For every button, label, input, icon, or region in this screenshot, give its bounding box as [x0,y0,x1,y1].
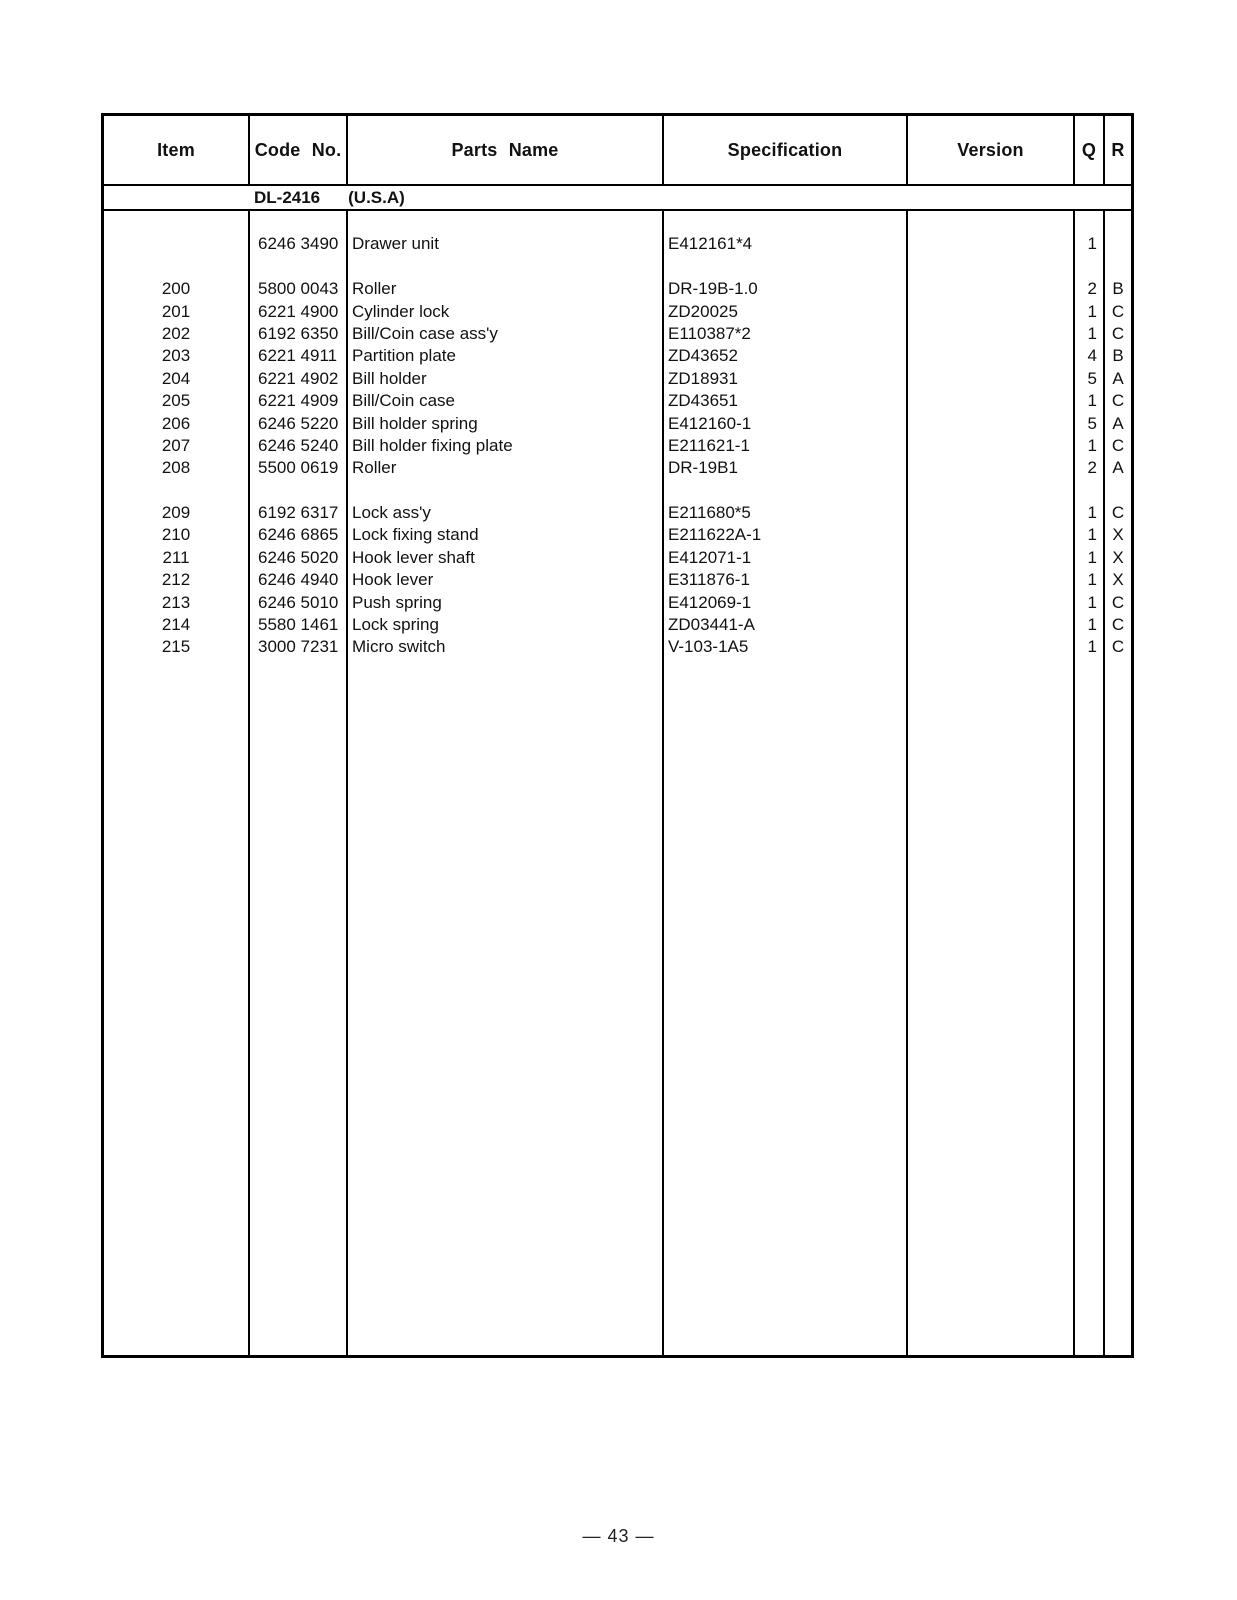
cell-rank: X [1112,547,1124,567]
cell-rank [1105,233,1131,255]
cell-version [908,390,1075,412]
cell-item: 204 [104,368,250,390]
cell-quantity [1075,211,1105,233]
cell-version [908,256,1075,278]
cell-specification: ZD20025 [664,301,908,323]
cell-item: 213 [104,592,250,614]
cell-version [908,592,1075,614]
column-header-quantity: Q [1075,116,1105,184]
page-number: — 43 — [582,1526,655,1546]
cell-rank: A [1112,368,1124,388]
cell-version [908,413,1075,435]
cell-quantity: 1 [1075,390,1105,412]
table-row [104,390,1131,412]
cell-version [908,524,1075,546]
cell-specification: E412160-1 [664,413,908,435]
cell-rank: C [1111,637,1125,657]
cell-quantity: 1 [1075,547,1105,569]
cell-version [908,614,1075,636]
cell-version [908,457,1075,479]
cell-quantity: 1 [1075,592,1105,614]
column-header-version: Version [908,116,1075,184]
cell-code-no [250,480,348,502]
cell-quantity: 1 [1075,502,1105,524]
cell-item: 214 [104,614,250,636]
cell-parts-name: Lock fixing stand [348,524,664,546]
table-row [104,614,1131,636]
cell-rank [1105,480,1131,502]
cell-version [908,547,1075,569]
cell-item [104,233,250,255]
cell-code-no: 6221 4911 [250,345,348,367]
cell-quantity [1075,256,1105,278]
table-row [104,524,1131,546]
cell-item: 208 [104,457,250,479]
cell-specification: E412071-1 [664,547,908,569]
cell-item: 205 [104,390,250,412]
cell-code-no: 6246 5010 [250,592,348,614]
cell-quantity [1075,480,1105,502]
table-row [104,547,1131,569]
cell-rank: C [1111,615,1125,635]
cell-code-no: 6192 6317 [250,502,348,524]
table-row [104,211,1131,233]
cell-quantity: 1 [1075,636,1105,658]
cell-rank: A [1112,458,1124,478]
table-header-row [104,116,1131,186]
cell-parts-name: Lock spring [348,614,664,636]
cell-rank: X [1112,570,1124,590]
cell-rank: C [1111,391,1125,411]
cell-specification: E110387*2 [664,323,908,345]
cell-code-no: 6246 3490 [250,233,348,255]
cell-parts-name: Bill/Coin case ass'y [348,323,664,345]
cell-version [908,301,1075,323]
cell-rank: C [1111,592,1125,612]
model-number: DL-2416 [254,187,321,207]
table-row [104,569,1131,591]
table-row [104,323,1131,345]
cell-parts-name: Micro switch [348,636,664,658]
cell-parts-name: Bill holder spring [348,413,664,435]
cell-parts-name [348,256,664,278]
table-row [104,278,1131,300]
cell-parts-name: Roller [348,278,664,300]
cell-code-no: 5500 0619 [250,457,348,479]
table-row [104,345,1131,367]
cell-version [908,636,1075,658]
cell-code-no: 6192 6350 [250,323,348,345]
table-row [104,502,1131,524]
cell-quantity: 1 [1075,435,1105,457]
cell-specification: E412069-1 [664,592,908,614]
cell-specification: DR-19B-1.0 [664,278,908,300]
table-row [104,368,1131,390]
cell-quantity: 1 [1075,233,1105,255]
cell-item [104,480,250,502]
cell-rank: B [1112,346,1124,366]
cell-item: 211 [104,547,250,569]
cell-specification [664,480,908,502]
cell-rank: A [1112,413,1124,433]
cell-item: 215 [104,636,250,658]
cell-item: 207 [104,435,250,457]
cell-code-no: 5800 0043 [250,278,348,300]
cell-code-no: 6246 6865 [250,524,348,546]
cell-code-no: 6246 5220 [250,413,348,435]
cell-rank [1105,256,1131,278]
cell-quantity: 5 [1075,413,1105,435]
table-row [104,413,1131,435]
cell-version [908,211,1075,233]
cell-version [908,345,1075,367]
cell-item: 210 [104,524,250,546]
cell-code-no: 5580 1461 [250,614,348,636]
cell-quantity: 1 [1075,569,1105,591]
table-row [104,256,1131,278]
cell-quantity: 4 [1075,345,1105,367]
cell-version [908,278,1075,300]
cell-specification: ZD03441-A [664,614,908,636]
cell-parts-name: Bill holder [348,368,664,390]
cell-code-no [250,256,348,278]
cell-item: 201 [104,301,250,323]
cell-parts-name: Drawer unit [348,233,664,255]
cell-item: 203 [104,345,250,367]
cell-code-no: 3000 7231 [250,636,348,658]
cell-version [908,569,1075,591]
cell-specification [664,256,908,278]
cell-parts-name: Bill/Coin case [348,390,664,412]
cell-specification: ZD43651 [664,390,908,412]
table-row [104,636,1131,658]
cell-parts-name [348,211,664,233]
cell-specification: E211621-1 [664,435,908,457]
cell-code-no [250,211,348,233]
cell-item [104,211,250,233]
column-header-parts-name: Parts Name [348,116,664,184]
cell-parts-name: Cylinder lock [348,301,664,323]
cell-version [908,502,1075,524]
cell-version [908,323,1075,345]
cell-specification: ZD43652 [664,345,908,367]
table-row [104,457,1131,479]
cell-specification: DR-19B1 [664,457,908,479]
cell-code-no: 6246 4940 [250,569,348,591]
cell-item: 206 [104,413,250,435]
cell-quantity: 1 [1075,301,1105,323]
cell-rank: C [1111,435,1125,455]
cell-item: 202 [104,323,250,345]
table-row [104,301,1131,323]
column-header-item: Item [104,116,250,184]
cell-specification: ZD18931 [664,368,908,390]
cell-version [908,368,1075,390]
cell-rank: C [1111,323,1125,343]
parts-table [101,113,1134,1358]
cell-specification: E311876-1 [664,569,908,591]
cell-item: 209 [104,502,250,524]
cell-specification: E412161*4 [664,233,908,255]
table-row [104,233,1131,255]
cell-quantity: 2 [1075,278,1105,300]
cell-quantity: 1 [1075,614,1105,636]
cell-code-no: 6246 5020 [250,547,348,569]
column-header-specification: Specification [664,116,908,184]
cell-parts-name: Roller [348,457,664,479]
cell-item: 212 [104,569,250,591]
cell-quantity: 1 [1075,524,1105,546]
cell-item [104,256,250,278]
table-row [104,592,1131,614]
cell-parts-name: Push spring [348,592,664,614]
cell-quantity: 5 [1075,368,1105,390]
model-subheader-row [104,186,1131,211]
cell-parts-name: Hook lever shaft [348,547,664,569]
cell-code-no: 6221 4902 [250,368,348,390]
cell-parts-name: Lock ass'y [348,502,664,524]
table-filler-row [104,659,1131,1355]
cell-parts-name: Bill holder fixing plate [348,435,664,457]
cell-item: 200 [104,278,250,300]
table-body [104,211,1131,1355]
cell-code-no: 6221 4909 [250,390,348,412]
column-header-rank: R [1111,139,1125,160]
cell-code-no: 6246 5240 [250,435,348,457]
cell-rank: X [1112,525,1124,545]
cell-code-no: 6221 4900 [250,301,348,323]
table-row [104,435,1131,457]
cell-specification: E211622A-1 [664,524,908,546]
cell-rank: C [1111,503,1125,523]
cell-rank: B [1112,279,1124,299]
table-row [104,480,1131,502]
cell-version [908,435,1075,457]
cell-parts-name: Hook lever [348,569,664,591]
model-region: (U.S.A) [348,187,405,207]
cell-rank: C [1111,301,1125,321]
cell-parts-name [348,480,664,502]
cell-specification [664,211,908,233]
column-header-code-no: Code No. [250,116,348,184]
cell-quantity: 1 [1075,323,1105,345]
cell-rank [1105,211,1131,233]
cell-quantity: 2 [1075,457,1105,479]
cell-specification: E211680*5 [664,502,908,524]
cell-version [908,233,1075,255]
cell-parts-name: Partition plate [348,345,664,367]
cell-version [908,480,1075,502]
cell-specification: V-103-1A5 [664,636,908,658]
